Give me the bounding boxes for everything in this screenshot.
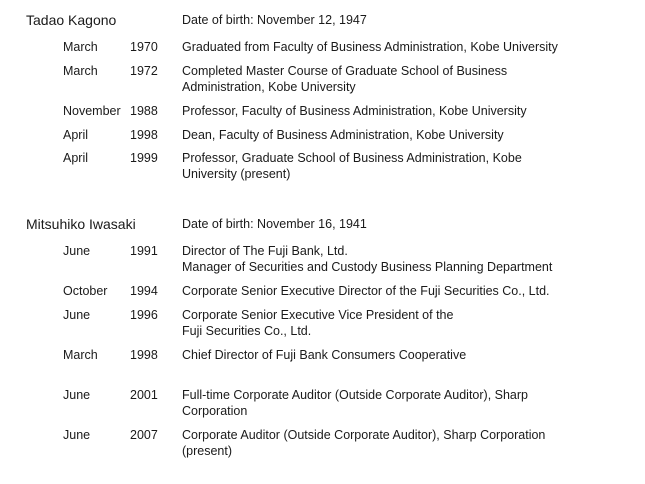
- entry-year: 1988: [130, 104, 158, 118]
- entry-description-line: Graduated from Faculty of Business Administration, Kobe University: [182, 40, 558, 54]
- entry-description-line: Administration, Kobe University: [182, 80, 356, 94]
- entry-month: June: [63, 388, 91, 402]
- entry-month: June: [63, 428, 91, 442]
- entry-month: October: [63, 284, 108, 298]
- entry-description-line: University (present): [182, 167, 291, 181]
- entry-month: March: [63, 40, 98, 54]
- entry-description-line: Professor, Graduate School of Business Administration, Kobe: [182, 151, 522, 165]
- entry-description-line: Completed Master Course of Graduate School of Business: [182, 64, 508, 78]
- entry-year: 1972: [130, 64, 158, 78]
- person-name: Mitsuhiko Iwasaki: [26, 216, 136, 232]
- entry-description: [182, 307, 453, 339]
- entry-month: November: [63, 104, 121, 118]
- entry-description-line: Manager of Securities and Custody Business Planning Department: [182, 260, 553, 274]
- entry-description-line: Fuji Securities Co., Ltd.: [182, 324, 312, 338]
- entry-description: [182, 387, 528, 419]
- entry-year: 2007: [130, 428, 158, 442]
- entry-year: 1999: [130, 151, 158, 165]
- entry-description: [182, 283, 550, 299]
- entry-description-line: Corporate Auditor (Outside Corporate Auditor), Sharp Corporation: [182, 428, 546, 442]
- entry-month: April: [63, 151, 89, 165]
- entry-year: 1996: [130, 308, 158, 322]
- entry-description-line: (present): [182, 444, 233, 458]
- entry-description: [182, 103, 527, 119]
- entry-month: March: [63, 64, 98, 78]
- entry-description: [182, 39, 558, 55]
- entry-description-line: Dean, Faculty of Business Administration, Kobe University: [182, 128, 504, 142]
- entry-description-line: Corporate Senior Executive Director of the Fuji Securities Co., Ltd.: [182, 284, 550, 298]
- entry-year: 1998: [130, 348, 158, 362]
- entry-description: [182, 63, 507, 95]
- date-of-birth: Date of birth: November 12, 1947: [182, 13, 367, 27]
- entry-year: 1994: [130, 284, 158, 298]
- entry-month: April: [63, 128, 89, 142]
- entry-description-line: Director of The Fuji Bank, Ltd.: [182, 244, 348, 258]
- entry-year: 2001: [130, 388, 158, 402]
- entry-month: June: [63, 244, 91, 258]
- entry-description-line: Chief Director of Fuji Bank Consumers Cooperative: [182, 348, 467, 362]
- entry-description: [182, 347, 466, 363]
- entry-description-line: Full-time Corporate Auditor (Outside Corporate Auditor), Sharp: [182, 388, 528, 402]
- entry-year: 1991: [130, 244, 158, 258]
- entry-description-line: Corporate Senior Executive Vice President of the: [182, 308, 454, 322]
- entry-year: 1970: [130, 40, 158, 54]
- entry-description-line: Professor, Faculty of Business Administration, Kobe University: [182, 104, 527, 118]
- entry-description: [182, 243, 552, 275]
- entry-description: [182, 127, 504, 143]
- entry-month: March: [63, 348, 98, 362]
- entry-description: [182, 150, 522, 182]
- person-name: Tadao Kagono: [26, 12, 117, 28]
- date-of-birth: Date of birth: November 16, 1941: [182, 217, 367, 231]
- entry-year: 1998: [130, 128, 158, 142]
- entry-description-line: Corporation: [182, 404, 248, 418]
- entry-description: [182, 427, 545, 459]
- entry-month: June: [63, 308, 91, 322]
